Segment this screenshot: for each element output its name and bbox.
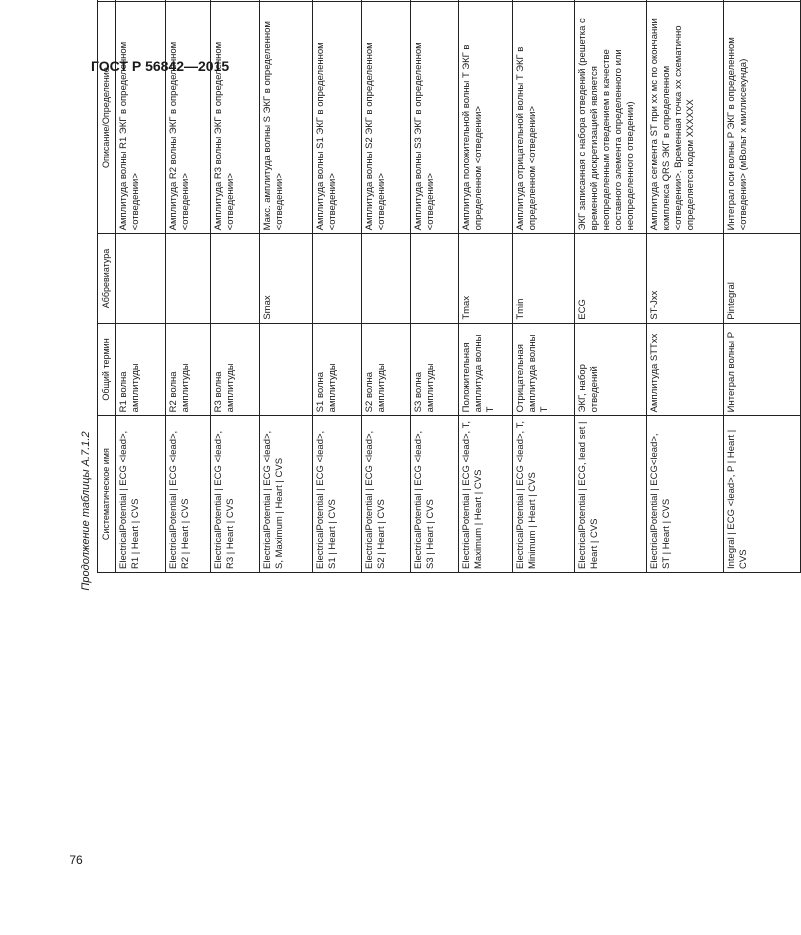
- reference-id-cell: [513, 0, 575, 1]
- table-row: [211, 0, 260, 573]
- systematic-name-cell: ElectricalPotential | ECG <lead>, R2 | Heart | CVS: [166, 416, 211, 573]
- systematic-name-cell: ElectricalPotential | ECG <lead>, R1 | Heart | CVS: [116, 416, 166, 573]
- abbreviation-cell: [116, 234, 166, 323]
- description-cell: Интеграл оси волны P ЭКГ в определенном <отведении> (мВольт x миллисекунда): [724, 1, 801, 234]
- table-row: [575, 0, 647, 573]
- header-systematic-name: Систематическое имя: [98, 416, 116, 573]
- common-term-cell: S2 волна амплитуды: [362, 323, 411, 416]
- systematic-name-cell: ElectricalPotential | ECG <lead>, S2 | Heart | CVS: [362, 416, 411, 573]
- abbreviation-cell: Tmax: [459, 234, 513, 323]
- table-row: [513, 0, 575, 573]
- common-term-cell: ЭКГ, набор отведений: [575, 323, 647, 416]
- abbreviation-cell: ST-Jxx: [647, 234, 724, 323]
- table-row: [459, 0, 513, 573]
- common-term-cell: R1 волна амплитуды: [116, 323, 166, 416]
- systematic-name-cell: ElectricalPotential | ECG <lead>, T, Minimum | Heart | CVS: [513, 416, 575, 573]
- description-cell: ЭКГ записанная с набора отведений (решетка с временной дискретизацией является неопределенным отведением в качестве составного элемента определенного или неопределенного отведении): [575, 1, 647, 234]
- abbreviation-cell: Pintegral: [724, 234, 801, 323]
- table-row: [116, 0, 166, 573]
- description-cell: Амплитуда отрицательной волны T ЭКГ в определенном <отведении>: [513, 1, 575, 234]
- description-cell: Амплитуда R3 волны ЭКГ в определенном <отведении>: [211, 1, 260, 234]
- description-cell: Амплитуда волны S3 ЭКГ в определенном <отведении>: [411, 1, 459, 234]
- abbreviation-cell: [166, 234, 211, 323]
- reference-id-cell: [647, 0, 724, 1]
- table-row: [166, 0, 211, 573]
- abbreviation-cell: Tmin: [513, 234, 575, 323]
- reference-id-cell: [211, 0, 260, 1]
- common-term-cell: S1 волна амплитуды: [313, 323, 362, 416]
- systematic-name-cell: ElectricalPotential | ECG<lead>, ST | Heart | CVS: [647, 416, 724, 573]
- common-term-cell: S3 волна амплитуды: [411, 323, 459, 416]
- systematic-name-cell: ElectricalPotential | ECG <lead>, S, Maximum | Heart | CVS: [260, 416, 313, 573]
- standard-title: ГОСТ Р 56842—2015: [91, 58, 230, 74]
- systematic-name-cell: ElectricalPotential | ECG <lead>, S1 | Heart | CVS: [313, 416, 362, 573]
- table-row: [313, 0, 362, 573]
- description-cell: Амплитуда R2 волны ЭКГ в определенном <отведении>: [166, 1, 211, 234]
- common-term-cell: R2 волна амплитуды: [166, 323, 211, 416]
- description-cell: Макс. амплитуда волны S ЭКГ в определенном <отведении>: [260, 1, 313, 234]
- systematic-name-cell: ElectricalPotential | ECG <lead>, T, Maximum | Heart | CVS: [459, 416, 513, 573]
- common-term-cell: Амплитуда STTxx: [647, 323, 724, 416]
- abbreviation-cell: ECG: [575, 234, 647, 323]
- header-reference-id: [98, 0, 116, 1]
- description-cell: Амплитуда волны S2 ЭКГ в определенном <отведении>: [362, 1, 411, 234]
- reference-id-cell: [116, 0, 166, 1]
- header-common-term: Общий термин: [98, 323, 116, 416]
- terms-table: [97, 0, 801, 573]
- header-description: Описание/Определение: [98, 1, 116, 234]
- reference-id-cell: [411, 0, 459, 1]
- reference-id-cell: [260, 0, 313, 1]
- page-number: 76: [69, 853, 83, 867]
- systematic-name-cell: ElectricalPotential | ECG, lead set | Heart | CVS: [575, 416, 647, 573]
- table-row: [362, 0, 411, 573]
- table-caption: Продолжение таблицы А.7.1.2: [80, 431, 92, 591]
- table-header-row: [98, 0, 116, 573]
- description-cell: Амплитуда сегмента ST при xx мс по окончании комплекса QRS ЭКГ в определенном <отведении>. Временная точка xx схематично определяется кодом XXXXXX: [647, 1, 724, 234]
- systematic-name-cell: ElectricalPotential | ECG <lead>, R3 | Heart | CVS: [211, 416, 260, 573]
- systematic-name-cell: ElectricalPotential | ECG <lead>, S3 | Heart | CVS: [411, 416, 459, 573]
- reference-id-cell: [313, 0, 362, 1]
- abbreviation-cell: [313, 234, 362, 323]
- table-row: [724, 0, 801, 573]
- common-term-cell: Интеграл волны P: [724, 323, 801, 416]
- reference-id-cell: [166, 0, 211, 1]
- reference-id-cell: [724, 0, 801, 1]
- table-row: [260, 0, 313, 573]
- abbreviation-cell: Smax: [260, 234, 313, 323]
- reference-id-cell: [459, 0, 513, 1]
- reference-id-cell: [362, 0, 411, 1]
- abbreviation-cell: [411, 234, 459, 323]
- reference-id-cell: [575, 0, 647, 1]
- common-term-cell: Отрицательная амплитуда волны T: [513, 323, 575, 416]
- common-term-cell: [260, 323, 313, 416]
- common-term-cell: R3 волна амплитуды: [211, 323, 260, 416]
- header-abbreviation: Аббревиатура: [98, 234, 116, 323]
- description-cell: Амплитуда волны R1 ЭКГ в определенном <отведении>: [116, 1, 166, 234]
- abbreviation-cell: [362, 234, 411, 323]
- table-row: [411, 0, 459, 573]
- common-term-cell: Положительная амплитуда волны T: [459, 323, 513, 416]
- description-cell: Амплитуда положительной волны T ЭКГ в определенном <отведении>: [459, 1, 513, 234]
- description-cell: Амплитуда волны S1 ЭКГ в определенном <отведении>: [313, 1, 362, 234]
- table-row: [647, 0, 724, 573]
- systematic-name-cell: Integral | ECG <lead>, P | Heart | CVS: [724, 416, 801, 573]
- abbreviation-cell: [211, 234, 260, 323]
